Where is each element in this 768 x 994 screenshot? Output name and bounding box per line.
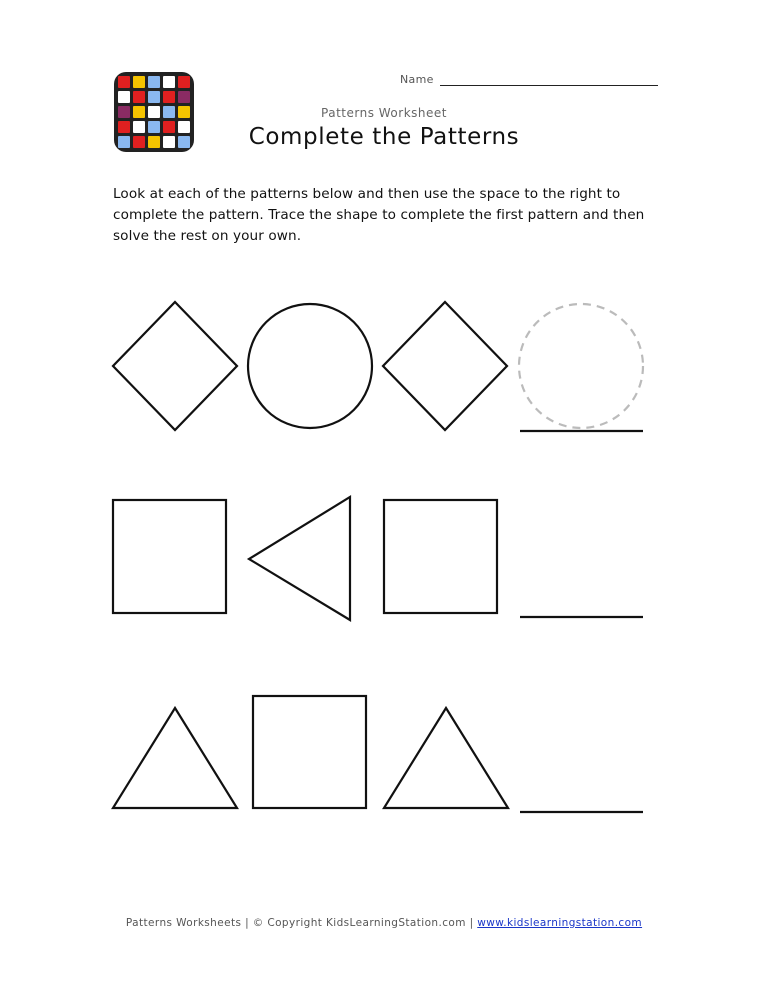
worksheet-title: Complete the Patterns [248,124,520,150]
row3-triangle-1 [113,708,237,808]
footer-link[interactable]: www.kidslearningstation.com [477,917,643,929]
footer [0,917,768,929]
row2-triangle-left [249,497,350,620]
instructions-text: Look at each of the patterns below and then use the space to the right to complete the pattern. Trace the shape to complete the first pattern and then solve the rest on your own. [113,186,645,244]
row3-triangle-2 [384,708,508,808]
footer-text: Patterns Worksheets | © Copyright KidsLearningStation.com | [125,917,478,929]
row3-square [253,696,366,808]
row2-square-2 [384,500,497,613]
row1-diamond-2 [383,302,507,430]
worksheet-subtitle: Patterns Worksheet [321,106,447,120]
row1-circle [248,304,372,428]
row2-square-1 [113,500,226,613]
row1-trace-circle [519,304,643,428]
name-label: Name [400,73,434,86]
row1-diamond-1 [113,302,237,430]
